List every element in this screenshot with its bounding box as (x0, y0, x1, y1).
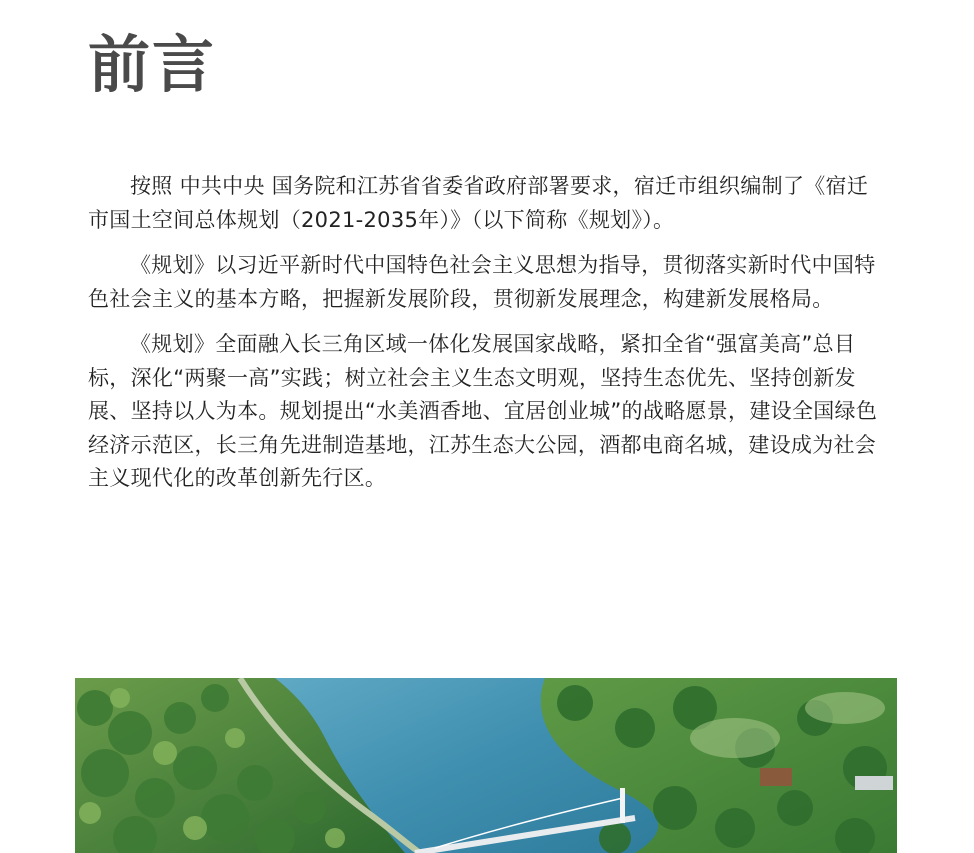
paragraph-3: 《规划》全面融入长三角区域一体化发展国家战略，紧扣全省“强富美高”总目标，深化“两聚一高”实践；树立社会主义生态文明观，坚持生态优先、坚持创新发展、坚持以人为本。规划提出“水美酒香地、宜居创业城”的战略愿景，建设全国绿色经济示范区，长三角先进制造基地，江苏生态大公园，酒都电商名城，建设成为社会主义现代化的改革创新先行区。 (88, 332, 878, 490)
photo-pavilion-roof (760, 768, 792, 786)
aerial-lake-photo (75, 678, 897, 853)
paragraph-1: 按照 中共中央 国务院和江苏省省委省政府部署要求，宿迁市组织编制了《宿迁市国土空间总体规划（2021-2035年）》（以下简称《规划》）。 (88, 174, 869, 232)
photo-building-roof (855, 776, 893, 790)
preface-body (88, 170, 886, 508)
paragraph-2: 《规划》以习近平新时代中国特色社会主义思想为指导，贯彻落实新时代中国特色社会主义的基本方略，把握新发展阶段，贯彻新发展理念，构建新发展格局。 (88, 253, 876, 311)
page-title: 前言 (88, 28, 217, 101)
